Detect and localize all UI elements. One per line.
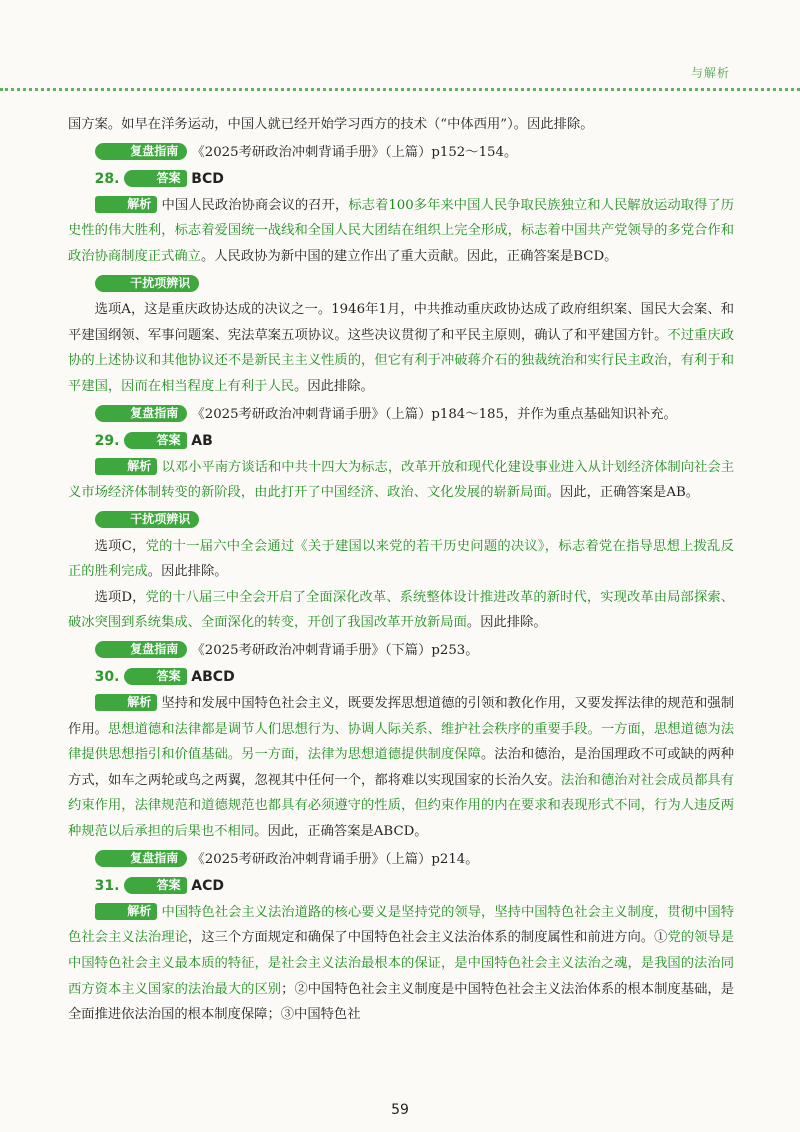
- question-31-analysis: [68, 900, 734, 1028]
- question-29-answer: [68, 429, 734, 455]
- review-guide-tag: 复盘指南: [95, 405, 188, 422]
- review-guide-29: [68, 638, 734, 664]
- question-30-analysis: [68, 691, 734, 845]
- answer-tag: 答案: [124, 170, 187, 187]
- option-conclusion: 。因此排除。: [147, 564, 228, 580]
- analysis-key-point: 思想道德和法律都是调节人们思想行为、协调人际关系、维护社会秩序的重要手段。一方面，思想道德为法律提供思想指引和价值基础。另一方面，法律为思想道德提供制度保障: [68, 721, 735, 763]
- answer-value: ACD: [191, 878, 225, 895]
- review-guide-tag: 复盘指南: [95, 850, 188, 867]
- section-label: 与解析: [690, 66, 730, 80]
- analysis-conclusion: 。人民政协为新中国的建立作出了重大贡献。因此，正确答案是BCD。: [200, 248, 618, 264]
- analysis-text: ，这三个方面规定和确保了中国特色社会主义法治体系的制度属性和前进方向。①: [187, 930, 668, 946]
- analysis-key-point-2: 法治和德治对社会成员都具有约束作用，法律规范和道德规范也都具有必须遵守的性质，但约束作用的内在要求和表现形式不同，行为人违反两种规范以后承担的后果也不相同: [68, 772, 735, 840]
- review-guide-text: 《2025考研政治冲刺背诵手册》（上篇）p214。: [191, 851, 479, 867]
- review-guide-30: [68, 847, 734, 873]
- question-28-distractor-text: [68, 297, 734, 399]
- answer-value: AB: [191, 433, 213, 450]
- question-28-answer: [68, 167, 734, 193]
- distractor-text: 选项A，这是重庆政协达成的决议之一。1946年1月，中共推动重庆政协达成了政府组织案、国民大会案、和平建国纲领、军事问题案、宪法草案五项协议。这些决议贯彻了和平民主原则，确认了和平建国方针。: [68, 302, 734, 343]
- answer-value: ABCD: [191, 669, 235, 686]
- distractor-tag: 干扰项辨识: [95, 275, 200, 292]
- analysis-text-2: ；②中国特色社会主义制度是中国特色社会主义法治体系的根本制度基础，是全面推进依法治国的根本制度保障；③中国特色社: [68, 981, 735, 1023]
- question-29-distractor: [68, 508, 734, 534]
- answer-tag: 答案: [124, 668, 187, 685]
- distractor-key-point: 不过重庆政协的上述协议和其他协议还不是新民主主义性质的，但它有利于冲破蒋介石的独裁统治和实行民主政治，有利于和平建国，因而在相当程度上有利于人民: [68, 327, 735, 394]
- distractor-conclusion: 。因此排除。: [294, 378, 374, 394]
- question-31-answer: [68, 874, 734, 900]
- option-conclusion: 。因此排除。: [466, 615, 547, 631]
- analysis-tag: 解析: [95, 196, 158, 213]
- question-29-option-c: [68, 534, 734, 585]
- answer-value: BCD: [191, 171, 224, 188]
- analysis-text: 中国人民政治协商会议的召开，: [161, 197, 349, 213]
- analysis-conclusion: 。因此，正确答案是ABCD。: [254, 824, 428, 840]
- analysis-key-point-2: 党的领导是中国特色社会主义最本质的特征，是社会主义法治最根本的保证，是中国特色社会主义法治之魂，是我国的法治同西方资本主义国家的法治最大的区别: [68, 930, 735, 997]
- answer-tag: 答案: [124, 432, 187, 449]
- page-header: [0, 64, 800, 94]
- analysis-text-2: 。法治和德治，是治国理政不可或缺的两种方式，如车之两轮或鸟之两翼，忽视其中任何一个，都将难以实现国家的长治久安。: [68, 747, 735, 788]
- option-label: 选项C，: [94, 538, 146, 554]
- question-29-analysis: [68, 455, 734, 506]
- question-28-analysis: [68, 193, 734, 270]
- answer-tag: 答案: [124, 877, 187, 894]
- review-guide-28: [68, 402, 734, 428]
- review-guide-text: 《2025考研政治冲刺背诵手册》（下篇）p253。: [191, 642, 479, 658]
- option-key-point: 党的十八届三中全会开启了全面深化改革、系统整体设计推进改革的新时代，实现改革由局部探索、破冰突围到系统集成、全面深化的转变，开创了我国改革开放新局面: [68, 589, 734, 631]
- analysis-key-point: 中国特色社会主义法治道路的核心要义是坚持党的领导，坚持中国特色社会主义制度，贯彻中国特色社会主义法治理论: [68, 904, 734, 946]
- review-guide-text: 《2025考研政治冲刺背诵手册》（上篇）p184～185，并作为重点基础知识补充。: [191, 406, 677, 422]
- analysis-text: 坚持和发展中国特色社会主义，既要发挥思想道德的引领和教化作用，又要发挥法律的规范和强制作用。: [68, 696, 734, 737]
- question-number: 31.: [94, 878, 120, 895]
- review-guide-tag: 复盘指南: [95, 143, 188, 160]
- analysis-key-point: 标志着100多年来中国人民争取民族独立和人民解放运动取得了历史性的伟大胜利，标志着爱国统一战线和全国人民大团结在组织上完全形成，标志着中国共产党领导的多党合作和政治协商制度正式确立: [68, 197, 734, 264]
- review-guide-text: 《2025考研政治冲刺背诵手册》（上篇）p152～154。: [191, 144, 518, 160]
- distractor-tag: 干扰项辨识: [95, 511, 200, 528]
- question-number: 28.: [94, 171, 120, 188]
- paragraph-continued: 国方案。如早在洋务运动，中国人就已经开始学习西方的技术（“中体西用”）。因此排除。: [68, 117, 594, 132]
- page-number: 59: [391, 1102, 409, 1118]
- option-key-point: 党的十一届六中全会通过《关于建国以来党的若干历史问题的决议》，标志着党在指导思想上拨乱反正的胜利完成: [68, 538, 734, 580]
- question-30-answer: [68, 665, 734, 691]
- review-guide-27: [68, 140, 734, 166]
- question-number: 30.: [94, 669, 120, 686]
- review-guide-tag: 复盘指南: [95, 641, 188, 658]
- option-label: 选项D，: [94, 589, 146, 605]
- analysis-conclusion: 。因此，正确答案是AB。: [546, 485, 700, 501]
- analysis-key-point: 以邓小平南方谈话和中共十四大为标志，改革开放和现代化建设事业进入从计划经济体制向社会主义市场经济体制转变的新阶段，由此打开了中国经济、政治、文化发展的崭新局面: [68, 459, 734, 501]
- question-number: 29.: [94, 433, 120, 450]
- analysis-tag: 解析: [95, 903, 158, 920]
- analysis-tag: 解析: [95, 458, 158, 475]
- analysis-tag: 解析: [95, 694, 158, 711]
- question-28-distractor: [68, 272, 734, 298]
- dotted-divider: [0, 88, 800, 91]
- question-29-option-d: [68, 585, 734, 636]
- page-content: [68, 112, 734, 1028]
